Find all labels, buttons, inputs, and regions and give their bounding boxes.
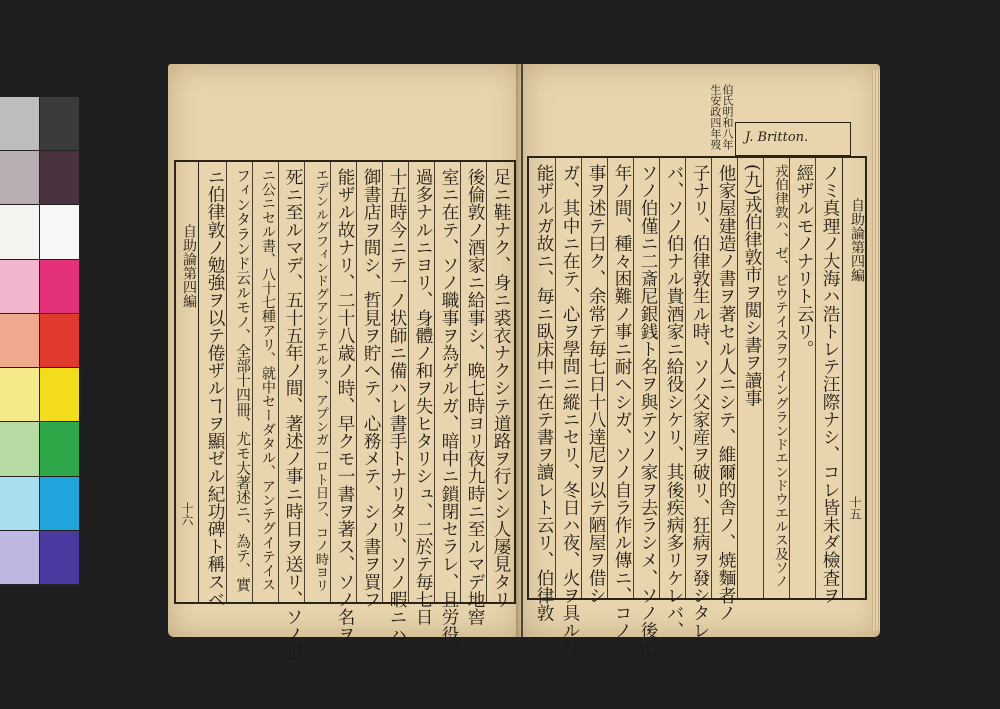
calibration-swatch-left	[0, 260, 39, 313]
right-text-frame	[527, 156, 867, 657]
calibration-swatch-left	[0, 151, 39, 204]
column-rule	[711, 158, 712, 598]
calibration-swatch-right	[40, 97, 79, 150]
text-column: 能ザル故ナリ、二十八歳ノ時、早クモ一書ヲ著ス、ソノ名ヲ	[335, 168, 355, 644]
left-margin-title: 自助論第四編	[181, 224, 197, 308]
text-column: 足ニ鞋ナク、身ニ裘衣ナクシテ道路ヲ行ンシ人屡見タリ	[491, 168, 511, 608]
text-column: 十五時今ニテ一ノ状師ニ備ハレ書手トナリタリ、ソノ暇ニハ	[387, 168, 407, 644]
text-column: ニ伯律敦ノ勉強ヲ以テ倦ザルヿヲ顯ゼル紀功碑ト稱スベ	[205, 168, 225, 608]
calibration-swatch-right	[40, 531, 79, 584]
text-column: 年ノ間、種々困難ノ事ニ耐ヘシガ、ソノ自ラ作ル傳ニ、コノ	[612, 164, 632, 640]
text-column: バ、ソノ伯ナル貴酒家ニ給役シケリ、其後疾病多リケレバ、	[664, 164, 684, 640]
text-column: 死ニ至ルマデ、五十五年ノ間、著述ノ事ニ時日ヲ送リ、ソノ世	[283, 168, 303, 661]
column-rule	[607, 158, 608, 598]
text-column: 子ナリ、伯律敦生ル時、ソノ父家産ヲ破リ、狂病ヲ發シタレ	[690, 164, 710, 640]
calibration-swatch-left	[0, 422, 39, 475]
text-column: ガ、其中ニ在テ、心ヲ學問ニ縱ニセリ、冬日ハ夜、火ヲ具ルヿ	[560, 164, 580, 657]
signature: J. Britton.	[745, 130, 809, 145]
right-margin-rule	[842, 158, 843, 598]
right-page	[523, 64, 880, 657]
color-calibration-card	[0, 97, 79, 585]
calibration-swatch-right	[40, 477, 79, 530]
text-column: 過多ナルニヨリ、身體ノ和ヲ失ヒタリシュ、二於テ毎七日	[413, 168, 433, 626]
text-column: エデンルグフィンドグアンテエルヲ、アプンガ一ロト日フ、コノ時ヨリ	[313, 168, 328, 592]
text-column: ソノ伯僅ニ二斎尼銀銭ト名ヲ與テソノ家ヲ去ラシメ、ソノ後七	[638, 164, 658, 657]
column-rule	[659, 158, 660, 598]
page-edges	[872, 70, 880, 630]
column-rule	[330, 162, 331, 602]
column-rule	[278, 162, 279, 602]
portrait-caption: 伯氏明和八年生安政四年歿	[708, 84, 734, 150]
calibration-swatch-right	[40, 368, 79, 421]
left-page	[168, 64, 521, 661]
column-rule	[356, 162, 357, 602]
text-column: 御書店ヲ間シ、哲見ヲ貯ヘテ、心務メテ、シノ書ヲ買フ	[361, 168, 381, 608]
column-rule	[226, 162, 227, 602]
column-rule	[304, 162, 305, 602]
text-column: 室ニ在テ、ソノ職事ヲ為ゲルガ、暗中ニ鎖閉セラレ、且労役	[439, 168, 459, 644]
calibration-swatch-right	[40, 314, 79, 367]
right-margin-title: 自助論第四編	[849, 198, 865, 282]
calibration-swatch-left	[0, 205, 39, 258]
column-rule	[789, 158, 790, 598]
column-rule	[685, 158, 686, 598]
text-column: (九)戎伯律敦市ヲ閲シ書ヲ讀事	[742, 164, 762, 407]
column-rule	[581, 158, 582, 598]
right-text-columns	[529, 158, 841, 657]
left-margin-page-number: 十六	[180, 502, 194, 526]
column-rule	[763, 158, 764, 598]
left-text-columns	[200, 162, 512, 661]
left-text-frame	[174, 160, 516, 661]
calibration-swatch-left	[0, 368, 39, 421]
calibration-swatch-right	[40, 260, 79, 313]
text-column: 能ザルガ故ニ、毎ニ臥床中ニ在テ書ヲ讀レト云リ、伯律敦	[534, 164, 554, 622]
text-column: 後倫敦ノ酒家ニ給事シ、晩七時ヨリ夜九時ニ至ルマデ地窖	[465, 168, 485, 626]
column-rule	[434, 162, 435, 602]
column-rule	[408, 162, 409, 602]
open-book	[168, 64, 880, 661]
calibration-swatch-right	[40, 422, 79, 475]
calibration-swatch-right	[40, 151, 79, 204]
text-column: 經ザルモノナリト云リ。	[794, 164, 814, 358]
column-rule	[737, 158, 738, 598]
text-column: ニ公ニセル書、八十七種アリ、就中セーダタル、アンテグイテイス	[260, 168, 276, 592]
text-column: フィンタランド云ルモノ、全部十四冊、尤モ大著述ニ、為テ、實	[234, 168, 251, 592]
text-column: ノミ真理ノ大海ハ浩トレテ汪際ナシ、コレ皆未ダ檢査ヲ	[820, 164, 840, 604]
text-column: 事ヲ述テ曰ク、余常テ毎七日十八達尼ヲ以テ陋屋ヲ借シ	[586, 164, 606, 604]
calibration-swatch-left	[0, 477, 39, 530]
column-rule	[555, 158, 556, 598]
calibration-swatch-left	[0, 531, 39, 584]
calibration-swatch-left	[0, 314, 39, 367]
text-column: 他家屋建造ノ書ヲ著セル人ニシテ、維爾的舎ノ、焼麵者ノ	[716, 164, 736, 622]
column-rule	[460, 162, 461, 602]
column-rule	[252, 162, 253, 602]
calibration-swatch-right	[40, 205, 79, 258]
column-rule	[382, 162, 383, 602]
column-rule	[633, 158, 634, 598]
column-rule	[815, 158, 816, 598]
calibration-swatch-left	[0, 97, 39, 150]
text-column: 戎伯律敦ハ、ゼ、ビウテイスヲフイングランドエンドウエルス及ソノ	[772, 164, 788, 588]
right-margin-page-number: 十五	[848, 496, 862, 520]
column-rule	[486, 162, 487, 602]
